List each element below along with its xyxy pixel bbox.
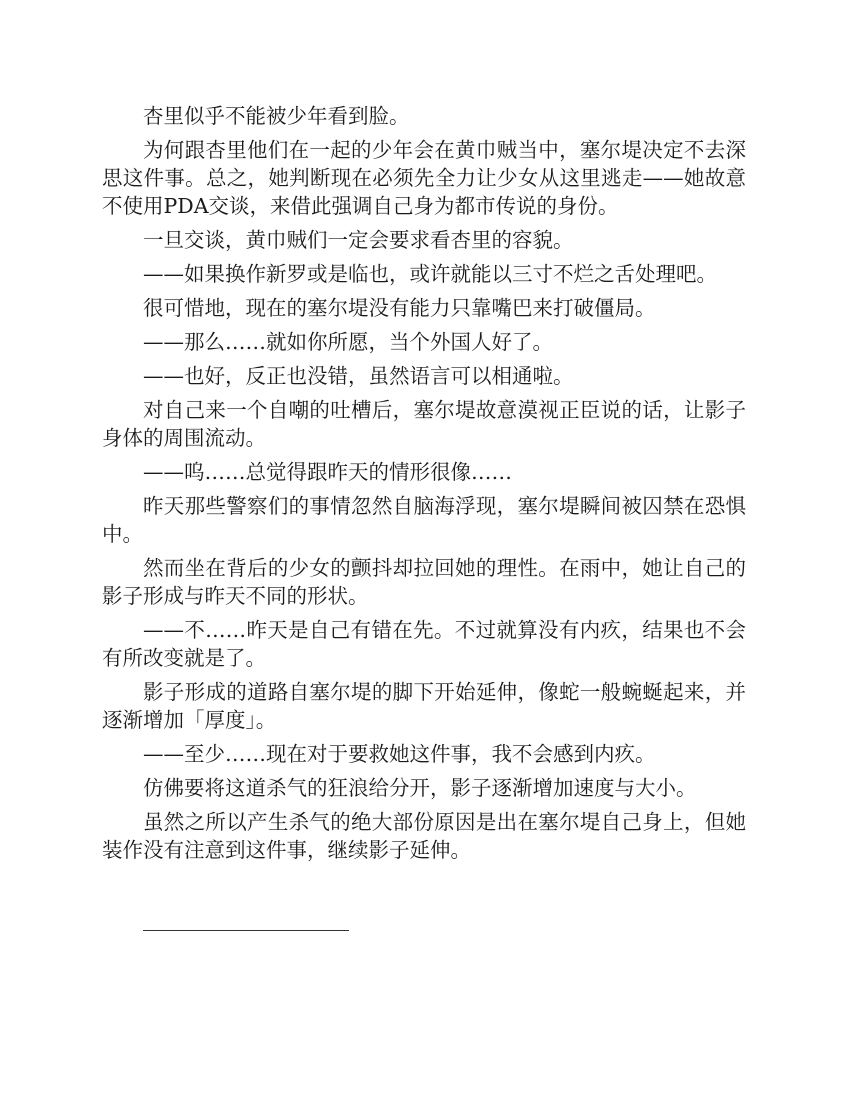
paragraph: 影子形成的道路自塞尔堤的脚下开始延伸，像蛇一般蜿蜒起来，并逐渐增加「厚度」。 <box>102 680 746 732</box>
paragraph: ——也好，反正也没错，虽然语言可以相通啦。 <box>143 364 574 388</box>
paragraph: 昨天那些警察们的事情忽然自脑海浮现，塞尔堤瞬间被囚禁在恐惧中。 <box>102 494 746 546</box>
section-divider-rule <box>143 930 349 931</box>
paragraph: ——如果换作新罗或是临也，或许就能以三寸不烂之舌处理吧。 <box>143 262 717 286</box>
paragraph: 一旦交谈，黄巾贼们一定会要求看杏里的容貌。 <box>143 228 574 252</box>
paragraph: 仿佛要将这道杀气的狂浪给分开，影子逐渐增加速度与大小。 <box>143 776 697 800</box>
paragraph: 然而坐在背后的少女的颤抖却拉回她的理性。在雨中，她让自己的影子形成与昨天不同的形状。 <box>102 556 746 608</box>
paragraph: 为何跟杏里他们在一起的少年会在黄巾贼当中，塞尔堤决定不去深思这件事。总之，她判断现在必须先全力让少女从这里逃走——她故意不使用PDA交谈，来借此强调自己身为都市传说的身份。 <box>102 138 746 218</box>
paragraph: ——至少……现在对于要救她这件事，我不会感到内疚。 <box>143 742 656 766</box>
paragraph: 很可惜地，现在的塞尔堤没有能力只靠嘴巴来打破僵局。 <box>143 296 656 320</box>
paragraph: 虽然之所以产生杀气的绝大部份原因是出在塞尔堤自己身上，但她装作没有注意到这件事，继续影子延伸。 <box>102 810 746 862</box>
document-page <box>102 102 746 870</box>
paragraph: ——那么……就如你所愿，当个外国人好了。 <box>143 330 553 354</box>
paragraph: ——不……昨天是自己有错在先。不过就算没有内疚，结果也不会有所改变就是了。 <box>102 618 746 670</box>
paragraph: ——呜……总觉得跟昨天的情形很像…… <box>143 460 512 484</box>
paragraph: 对自己来一个自嘲的吐槽后，塞尔堤故意漠视正臣说的话，让影子身体的周围流动。 <box>102 398 746 450</box>
paragraph: 杏里似乎不能被少年看到脸。 <box>143 104 410 128</box>
